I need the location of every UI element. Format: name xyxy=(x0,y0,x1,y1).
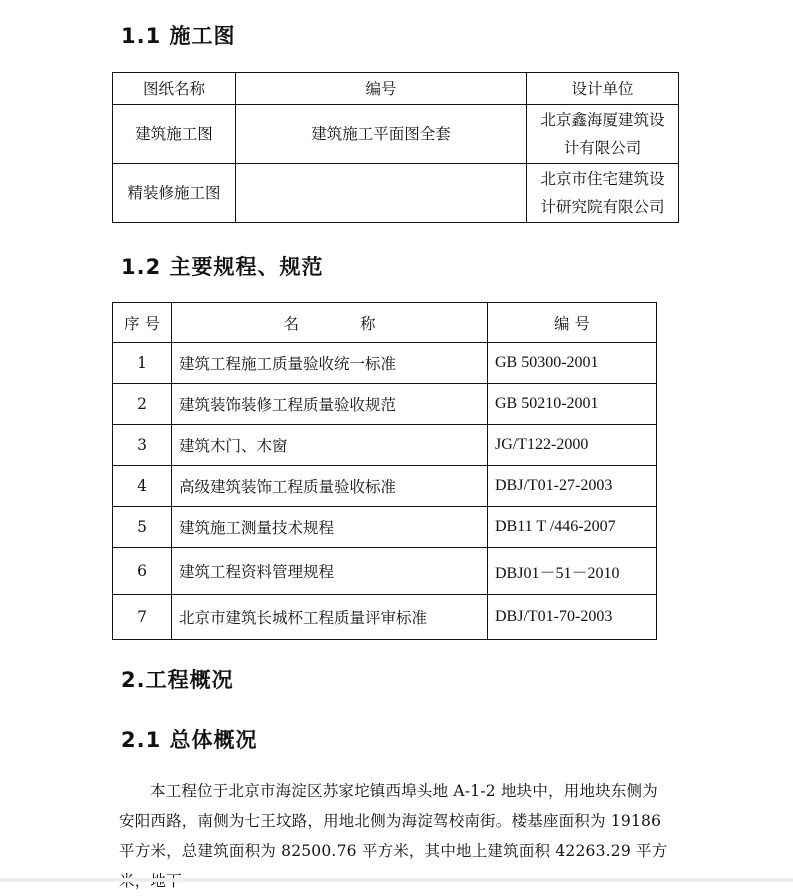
drawing-name: 建筑施工图 xyxy=(113,105,236,164)
table-row xyxy=(113,343,657,384)
row-name: 北京市建筑长城杯工程质量评审标准 xyxy=(172,595,488,640)
table-row xyxy=(113,507,657,548)
table-row xyxy=(113,466,657,507)
row-name: 建筑工程施工质量验收统一标准 xyxy=(172,343,488,384)
row-code: DBJ01－51－2010 xyxy=(488,548,657,595)
row-code: GB 50300-2001 xyxy=(488,343,657,384)
row-code: JG/T122-2000 xyxy=(488,425,657,466)
header-design-unit: 设计单位 xyxy=(527,73,679,105)
row-serial: 1 xyxy=(113,343,172,384)
header-code: 编号 xyxy=(236,73,527,105)
drawing-name: 精装修施工图 xyxy=(113,164,236,223)
row-code: DB11 T /446-2007 xyxy=(488,507,657,548)
standards-table xyxy=(112,302,657,640)
row-serial: 7 xyxy=(113,595,172,640)
row-name: 建筑工程资料管理规程 xyxy=(172,548,488,595)
header-serial: 序 号 xyxy=(113,303,172,343)
header-code: 编 号 xyxy=(488,303,657,343)
header-drawing-name: 图纸名称 xyxy=(113,73,236,105)
row-name: 建筑装饰装修工程质量验收规范 xyxy=(172,384,488,425)
section-1-1-title: 1.1 施工图 xyxy=(121,24,236,48)
drawing-code xyxy=(236,164,527,223)
row-serial: 4 xyxy=(113,466,172,507)
design-unit xyxy=(527,105,679,164)
row-serial: 2 xyxy=(113,384,172,425)
row-name: 建筑施工测量技术规程 xyxy=(172,507,488,548)
row-code: DBJ/T01-70-2003 xyxy=(488,595,657,640)
row-code: GB 50210-2001 xyxy=(488,384,657,425)
design-unit xyxy=(527,164,679,223)
table-header-row xyxy=(113,303,657,343)
header-name: 名 称 xyxy=(172,303,488,343)
section-2-title: 2.工程概况 xyxy=(121,668,234,692)
table-row xyxy=(113,548,657,595)
design-unit-line-1: 北京市住宅建筑设 xyxy=(540,170,665,188)
design-unit-line-1: 北京鑫海厦建筑设 xyxy=(540,111,665,129)
table-row xyxy=(113,105,679,164)
table-row xyxy=(113,384,657,425)
drawing-code: 建筑施工平面图全套 xyxy=(236,105,527,164)
overview-paragraph: 本工程位于北京市海淀区苏家坨镇西埠头地 A-1-2 地块中，用地块东侧为安阳西路，南侧为七王坟路，用地北侧为海淀驾校南街。楼基座面积为 19186 平方米，总建筑面积为 82500.76 平方米，其中地上建筑面积 42263.29 平方 xyxy=(119,782,668,860)
row-serial: 6 xyxy=(113,548,172,595)
row-serial: 5 xyxy=(113,507,172,548)
table-row xyxy=(113,164,679,223)
design-unit-line-2: 计研究院有限公司 xyxy=(540,198,665,216)
section-2-1-title: 2.1 总体概况 xyxy=(121,728,258,752)
row-name: 建筑木门、木窗 xyxy=(172,425,488,466)
table-row xyxy=(113,595,657,640)
row-serial: 3 xyxy=(113,425,172,466)
design-unit-line-2: 计有限公司 xyxy=(563,139,642,157)
page-bottom-edge xyxy=(0,878,793,882)
section-1-2-title: 1.2 主要规程、规范 xyxy=(121,255,324,279)
row-code: DBJ/T01-27-2003 xyxy=(488,466,657,507)
table-header-row xyxy=(113,73,679,105)
row-name: 高级建筑装饰工程质量验收标准 xyxy=(172,466,488,507)
table-row xyxy=(113,425,657,466)
drawings-table xyxy=(112,72,679,223)
